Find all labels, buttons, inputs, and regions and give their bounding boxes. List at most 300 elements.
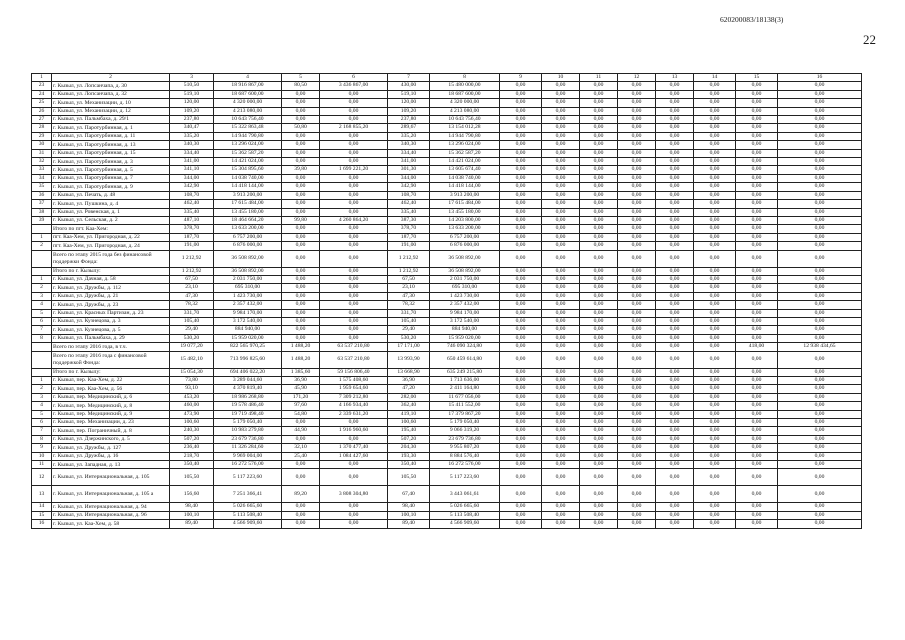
value-cell: 0,00 [736,116,778,124]
value-cell: 1 713 636,00 [430,377,500,385]
value-cell: 0,00 [736,158,778,166]
value-cell: 0,00 [542,461,580,469]
value-cell: 0,00 [320,250,388,267]
value-cell: 15 362 587,20 [214,149,282,157]
value-cell: 0,00 [500,132,542,140]
value-cell: 507,20 [170,435,214,443]
value-cell: 1 212,92 [388,250,430,267]
address-cell: г. Кызыл, пер. Каа-Хем, д. 22 [52,377,170,385]
value-cell: 15 959 020,00 [430,334,500,342]
address-cell: г. Кызыл, ул. Паротурбинная, д. 15 [52,149,170,157]
value-cell: 9 984 170,00 [430,309,500,317]
value-cell: 5 113 508,40 [214,511,282,519]
table-row [32,82,862,90]
value-cell: 67,50 [170,275,214,283]
value-cell: 487,10 [170,216,214,224]
value-cell: 0,00 [500,520,542,528]
value-cell: 0,00 [542,511,580,519]
value-cell: 0,00 [694,225,736,233]
value-cell: 15 362 587,20 [430,149,500,157]
value-cell: 884 940,00 [214,326,282,334]
column-number: 3 [170,74,214,82]
column-number: 9 [500,74,542,82]
value-cell: 0,00 [542,444,580,452]
table-row [32,191,862,199]
value-cell: 29,40 [170,326,214,334]
value-cell: 2 031 750,00 [214,275,282,283]
value-cell: 2 357 432,00 [214,301,282,309]
value-cell: 0,00 [618,326,656,334]
value-cell: 0,00 [542,469,580,486]
value-cell: 335,40 [170,208,214,216]
value-cell: 0,00 [694,82,736,90]
value-cell: 18 687 600,00 [430,90,500,98]
value-cell: 0,00 [542,419,580,427]
value-cell: 0,00 [500,267,542,275]
value-cell: 0,00 [282,90,320,98]
value-cell: 0,00 [656,461,694,469]
value-cell: 0,00 [694,158,736,166]
table-row [32,275,862,283]
value-cell: 108,70 [388,191,430,199]
value-cell: 1 488,20 [282,343,320,351]
column-number: 13 [656,74,694,82]
value-cell: 4 260 864,20 [320,216,388,224]
value-cell: 0,00 [694,419,736,427]
value-cell: 0,00 [694,343,736,351]
value-cell: 0,00 [694,503,736,511]
value-cell: 78,32 [388,301,430,309]
value-cell: 0,00 [778,267,862,275]
value-cell: 0,00 [542,116,580,124]
value-cell: 0,00 [618,377,656,385]
value-cell: 0,00 [500,90,542,98]
value-cell: 0,00 [500,174,542,182]
value-cell: 0,00 [542,99,580,107]
value-cell: 0,00 [778,183,862,191]
address-cell: г. Кызыл, пер. Пограничный, д. 8 [52,427,170,435]
value-cell: 0,00 [320,233,388,241]
value-cell: 0,00 [500,427,542,435]
value-cell: 9 955 807,20 [430,444,500,452]
value-cell: 0,00 [542,216,580,224]
value-cell: 0,00 [542,435,580,443]
value-cell: 0,00 [778,486,862,503]
value-cell: 0,00 [656,435,694,443]
value-cell: 0,00 [320,503,388,511]
table-row [32,292,862,300]
value-cell: 0,00 [778,158,862,166]
value-cell: 5 179 050,40 [214,419,282,427]
value-cell: 0,00 [778,385,862,393]
value-cell: 4 320 000,00 [430,99,500,107]
value-cell: 5 113 508,40 [430,511,500,519]
value-cell: 0,00 [320,511,388,519]
address-cell: г. Кызыл, ул. Паротурбинная, д. 3 [52,158,170,166]
row-number: 12 [32,469,52,486]
value-cell: 17 171,00 [388,343,430,351]
value-cell: 0,00 [778,309,862,317]
value-cell: 0,00 [694,107,736,115]
column-number: 4 [214,74,282,82]
address-cell: г. Кызыл, ул. Механизации, д. 12 [52,107,170,115]
value-cell: 0,00 [778,250,862,267]
value-cell: 0,00 [694,141,736,149]
value-cell: 0,00 [542,292,580,300]
value-cell: 0,00 [542,410,580,418]
value-cell: 0,00 [580,183,618,191]
value-cell: 5 026 665,60 [214,503,282,511]
value-cell: 0,00 [580,461,618,469]
table-row [32,377,862,385]
value-cell: 0,00 [542,486,580,503]
value-cell: 13 633 200,00 [214,225,282,233]
value-cell: 0,00 [778,284,862,292]
table-row [32,225,862,233]
value-cell: 0,00 [618,469,656,486]
value-cell: 0,00 [580,242,618,250]
value-cell: 0,00 [542,393,580,401]
value-cell: 0,00 [320,301,388,309]
row-number: 9 [32,444,52,452]
address-cell: г. Кызыл, ул. Красных Партизан, д. 23 [52,309,170,317]
value-cell: 59 156 806,40 [320,368,388,376]
value-cell: 0,00 [580,216,618,224]
value-cell: 39,80 [282,166,320,174]
value-cell: 3 913 200,00 [430,191,500,199]
value-cell: 1 370 477,40 [320,444,388,452]
value-cell: 0,00 [542,158,580,166]
address-cell: г. Кызыл, пер. Медицинский, д. 8 [52,402,170,410]
value-cell: 0,00 [736,301,778,309]
value-cell: 0,00 [618,334,656,342]
value-cell: 340,30 [170,141,214,149]
row-number: 26 [32,107,52,115]
value-cell: 6 876 000,00 [430,242,500,250]
address-cell: г. Кызыл, пер. Медицинский, д. 9 [52,410,170,418]
value-cell: 289,67 [388,124,430,132]
column-number: 7 [388,74,430,82]
value-cell: 0,00 [736,200,778,208]
value-cell: 0,00 [618,242,656,250]
value-cell: 0,00 [580,99,618,107]
value-cell: 331,70 [388,309,430,317]
value-cell: 0,00 [618,216,656,224]
value-cell: 0,00 [500,452,542,460]
value-cell: 0,00 [500,334,542,342]
value-cell: 340,47 [170,124,214,132]
value-cell: 1 212,92 [170,267,214,275]
value-cell: 0,00 [736,317,778,325]
value-cell: 0,00 [694,385,736,393]
value-cell: 14 203 800,00 [430,216,500,224]
value-cell: 0,00 [500,461,542,469]
value-cell: 0,00 [580,141,618,149]
value-cell: 0,00 [656,267,694,275]
address-cell: г. Кызыл, ул. Кузнецова, д. 3 [52,317,170,325]
value-cell: 0,00 [618,233,656,241]
value-cell: 0,00 [282,225,320,233]
row-number: 3 [32,393,52,401]
value-cell: 0,00 [580,343,618,351]
address-cell: Всего по этапу 2016 года, в т.ч. [52,343,170,351]
value-cell: 0,00 [542,82,580,90]
row-number: 6 [32,317,52,325]
value-cell: 0,00 [736,166,778,174]
value-cell: 10 643 756,40 [214,116,282,124]
value-cell: 0,00 [736,444,778,452]
table-row [32,141,862,149]
row-number: 29 [32,132,52,140]
value-cell: 0,00 [778,191,862,199]
value-cell: 0,00 [282,469,320,486]
value-cell: 0,00 [282,158,320,166]
row-number: 25 [32,99,52,107]
value-cell: 0,00 [580,233,618,241]
table-row [32,452,862,460]
value-cell: 14 418 144,00 [430,183,500,191]
value-cell: 0,00 [618,461,656,469]
value-cell: 0,00 [282,183,320,191]
value-cell: 4 166 934,40 [320,402,388,410]
address-cell: г. Кызыл, ул. Печать, д. 48 [52,191,170,199]
value-cell: 0,00 [282,435,320,443]
value-cell: 0,00 [778,166,862,174]
value-cell: 0,00 [500,486,542,503]
value-cell: 0,00 [500,107,542,115]
value-cell: 3 172 540,00 [430,317,500,325]
value-cell: 0,00 [580,149,618,157]
value-cell: 0,00 [282,292,320,300]
value-cell: 0,00 [656,393,694,401]
table-row [32,511,862,519]
value-cell: 430,00 [388,82,430,90]
value-cell: 0,00 [282,503,320,511]
value-cell: 191,00 [170,242,214,250]
table-row [32,334,862,342]
value-cell: 0,00 [580,174,618,182]
value-cell: 0,00 [580,410,618,418]
value-cell: 1 959 654,60 [320,385,388,393]
value-cell: 0,00 [778,503,862,511]
value-cell: 0,00 [778,444,862,452]
value-cell: 0,00 [618,520,656,528]
row-number: 2 [32,284,52,292]
value-cell: 0,00 [580,116,618,124]
value-cell: 29,40 [388,326,430,334]
address-cell: пгт. Каа-Хем, ул. Пригородная, д. 22 [52,233,170,241]
value-cell: 67,50 [388,275,430,283]
value-cell: 0,00 [778,520,862,528]
value-cell: 0,00 [580,292,618,300]
value-cell: 67,40 [388,486,430,503]
value-cell: 0,00 [542,452,580,460]
value-cell: 0,00 [542,174,580,182]
address-cell: г. Кызыл, ул. Дружбы, д. 112 [52,284,170,292]
address-cell: г. Кызыл, ул. Паротурбинная, д. 11 [52,132,170,140]
value-cell: 0,00 [694,511,736,519]
value-cell: 0,00 [500,410,542,418]
table-row [32,90,862,98]
value-cell: 6 757 200,00 [430,233,500,241]
value-cell: 0,00 [282,132,320,140]
value-cell: 0,00 [694,149,736,157]
table-row [32,351,862,368]
value-cell: 0,00 [580,309,618,317]
value-cell: 0,00 [656,334,694,342]
value-cell: 0,00 [580,82,618,90]
table-row [32,385,862,393]
value-cell: 14 944 790,80 [430,132,500,140]
value-cell: 341,00 [170,158,214,166]
value-cell: 378,70 [388,225,430,233]
value-cell: 0,00 [618,317,656,325]
value-cell: 0,00 [320,174,388,182]
value-cell: 0,00 [500,216,542,224]
value-cell: 0,00 [736,216,778,224]
value-cell: 0,00 [542,191,580,199]
value-cell: 156,60 [170,486,214,503]
address-cell: г. Кызыл, ул. Интернациональная, д. 96 [52,511,170,519]
value-cell: 0,00 [694,267,736,275]
value-cell: 100,60 [388,419,430,427]
value-cell: 0,00 [736,385,778,393]
value-cell: 0,00 [736,503,778,511]
row-number: 5 [32,410,52,418]
value-cell: 54,80 [282,410,320,418]
value-cell: 0,00 [694,452,736,460]
value-cell: 0,00 [778,461,862,469]
value-cell: 0,00 [320,520,388,528]
value-cell: 0,00 [320,158,388,166]
value-cell: 0,00 [500,317,542,325]
value-cell: 0,00 [778,410,862,418]
value-cell: 0,00 [656,503,694,511]
value-cell: 0,00 [656,158,694,166]
value-cell: 342,90 [388,183,430,191]
value-cell: 635 249 215,80 [430,368,500,376]
value-cell: 387,30 [388,216,430,224]
value-cell: 4 566 909,60 [214,520,282,528]
value-cell: 0,00 [694,116,736,124]
value-cell: 0,00 [736,419,778,427]
address-cell: г. Кызыл, ул. Дружбы, д. 21 [52,292,170,300]
address-cell: г. Кызыл, ул. Каа-Хем, д. 58 [52,520,170,528]
value-cell: 0,00 [320,334,388,342]
address-cell: г. Кызыл, ул. Паротурбинная, д. 7 [52,174,170,182]
value-cell: 0,00 [736,233,778,241]
value-cell: 0,00 [778,174,862,182]
value-cell: 0,00 [656,107,694,115]
value-cell: 193,30 [388,452,430,460]
value-cell: 0,00 [778,469,862,486]
address-cell: г. Кызыл, пер. Медицинский, д. 6 [52,393,170,401]
value-cell: 0,00 [542,402,580,410]
value-cell: 0,00 [694,435,736,443]
row-number [32,250,52,267]
value-cell: 0,00 [500,309,542,317]
value-cell: 0,00 [656,427,694,435]
value-cell: 0,00 [580,267,618,275]
value-cell: 0,00 [618,410,656,418]
value-cell: 0,00 [736,149,778,157]
value-cell: 0,00 [618,419,656,427]
value-cell: 63 537 210,80 [320,343,388,351]
value-cell: 0,00 [500,444,542,452]
value-cell: 0,00 [778,225,862,233]
value-cell: 0,00 [618,402,656,410]
value-cell: 0,00 [320,461,388,469]
value-cell: 0,00 [656,419,694,427]
value-cell: 0,00 [694,377,736,385]
value-cell: 0,00 [320,132,388,140]
table-row [32,469,862,486]
value-cell: 0,00 [618,174,656,182]
value-cell: 13 993,90 [388,351,430,368]
value-cell: 108,70 [170,191,214,199]
value-cell: 18 464 664,20 [214,216,282,224]
table-row [32,267,862,275]
row-number: 35 [32,183,52,191]
value-cell: 0,00 [580,90,618,98]
value-cell: 0,00 [500,326,542,334]
value-cell: 36,90 [388,377,430,385]
table-row [32,486,862,503]
row-number [32,343,52,351]
value-cell: 0,00 [656,317,694,325]
value-cell: 0,00 [500,301,542,309]
value-cell: 0,00 [736,267,778,275]
row-number: 33 [32,166,52,174]
value-cell: 0,00 [736,107,778,115]
value-cell: 16 272 576,00 [430,461,500,469]
value-cell: 0,00 [320,419,388,427]
value-cell: 0,00 [320,90,388,98]
value-cell: 0,00 [656,368,694,376]
value-cell: 8 884 576,40 [430,452,500,460]
value-cell: 100,10 [170,511,214,519]
value-cell: 98,40 [388,503,430,511]
value-cell: 187,70 [388,233,430,241]
value-cell: 0,00 [282,309,320,317]
value-cell: 0,00 [542,284,580,292]
value-cell: 13 154 012,28 [430,124,500,132]
value-cell: 0,00 [694,242,736,250]
value-cell: 0,00 [694,410,736,418]
value-cell: 0,00 [282,326,320,334]
value-cell: 0,00 [778,90,862,98]
value-cell: 0,00 [694,183,736,191]
column-number: 12 [618,74,656,82]
address-cell: г. Кызыл, ул. Дружбы, д. 23 [52,301,170,309]
value-cell: 0,00 [736,469,778,486]
value-cell: 47,30 [170,292,214,300]
value-cell: 0,00 [580,284,618,292]
value-cell: 0,00 [694,469,736,486]
value-cell: 510,50 [170,82,214,90]
value-cell: 0,00 [618,200,656,208]
value-cell: 519,10 [170,90,214,98]
value-cell: 473,90 [170,410,214,418]
value-cell: 0,00 [580,326,618,334]
value-cell: 0,00 [656,402,694,410]
value-cell: 0,00 [694,461,736,469]
value-cell: 0,00 [778,419,862,427]
value-cell: 0,00 [618,183,656,191]
value-cell: 0,00 [694,200,736,208]
table-row [32,200,862,208]
value-cell: 15 304 895,60 [214,166,282,174]
